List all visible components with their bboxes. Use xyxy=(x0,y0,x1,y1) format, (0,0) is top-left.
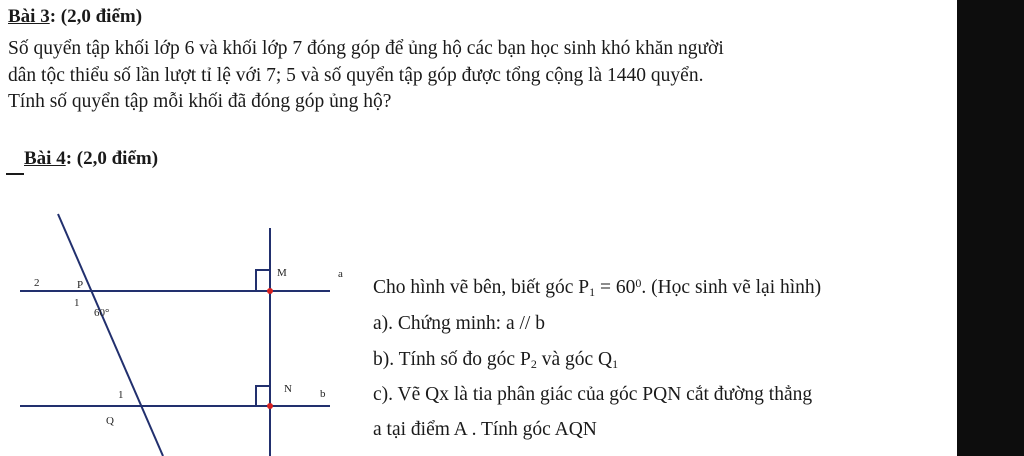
point-m xyxy=(267,288,273,294)
bai4-heading-label: Bài 4 xyxy=(24,148,66,169)
bai4-part-c-line-1: c). Vẽ Qx là tia phân giác của góc PQN cắt đường thẳng xyxy=(373,384,813,405)
label-angle-60: 60° xyxy=(94,307,110,319)
geometry-figure xyxy=(0,200,360,456)
bai3-line-3: Tính số quyển tập mỗi khối đã đóng góp ủng hộ? xyxy=(8,91,392,112)
bai4-part-b xyxy=(373,349,618,372)
label-q: Q xyxy=(106,415,114,427)
label-p: P xyxy=(77,279,84,291)
bai3-heading xyxy=(8,6,142,28)
label-n: N xyxy=(284,383,292,395)
bai4-heading xyxy=(24,148,158,170)
right-angle-mark-m xyxy=(256,270,270,291)
intro-superscript: 0 xyxy=(635,276,642,290)
intro-text: Cho hình vẽ bên, biết góc P xyxy=(373,277,590,298)
label-m: M xyxy=(277,267,287,279)
part-b-text-1: b). Tính số đo góc P xyxy=(373,349,531,370)
bai3-heading-label: Bài 3 xyxy=(8,6,50,27)
bai4-intro xyxy=(373,276,821,300)
part-b-text-2: và góc Q xyxy=(536,349,613,370)
bai3-line-2: dân tộc thiểu số lần lượt tỉ lệ với 7; 5 và số quyển tập góp được tổng cộng là 1440 quyển. xyxy=(8,64,704,86)
label-b: b xyxy=(320,388,326,400)
bai4-lead-underline xyxy=(6,173,24,175)
intro-note: . (Học sinh vẽ lại hình) xyxy=(641,277,822,298)
point-n xyxy=(267,403,273,409)
bai3-problem-text xyxy=(8,36,953,116)
label-a: a xyxy=(338,268,343,280)
part-b-subscript-2: 1 xyxy=(612,357,619,371)
label-angle-1-q: 1 xyxy=(118,389,124,401)
bai4-heading-points: : (2,0 điểm) xyxy=(65,148,159,169)
label-angle-1-p: 1 xyxy=(74,297,80,309)
right-angle-mark-n xyxy=(256,386,270,406)
bai4-part-c-line-2: a tại điểm A . Tính góc AQN xyxy=(373,419,597,440)
part-b-subscript-1: 2 xyxy=(530,357,537,371)
intro-equals: = 60 xyxy=(595,277,636,298)
intro-subscript: 1 xyxy=(589,285,596,299)
bai3-heading-points: : (2,0 điểm) xyxy=(49,6,143,27)
label-angle-2: 2 xyxy=(34,277,40,289)
bai3-line-1: Số quyển tập khối lớp 6 và khối lớp 7 đóng góp để ủng hộ các bạn học sinh khó khăn người xyxy=(8,38,724,59)
bai4-part-a: a). Chứng minh: a // b xyxy=(373,313,545,334)
right-dark-band xyxy=(957,0,1024,456)
